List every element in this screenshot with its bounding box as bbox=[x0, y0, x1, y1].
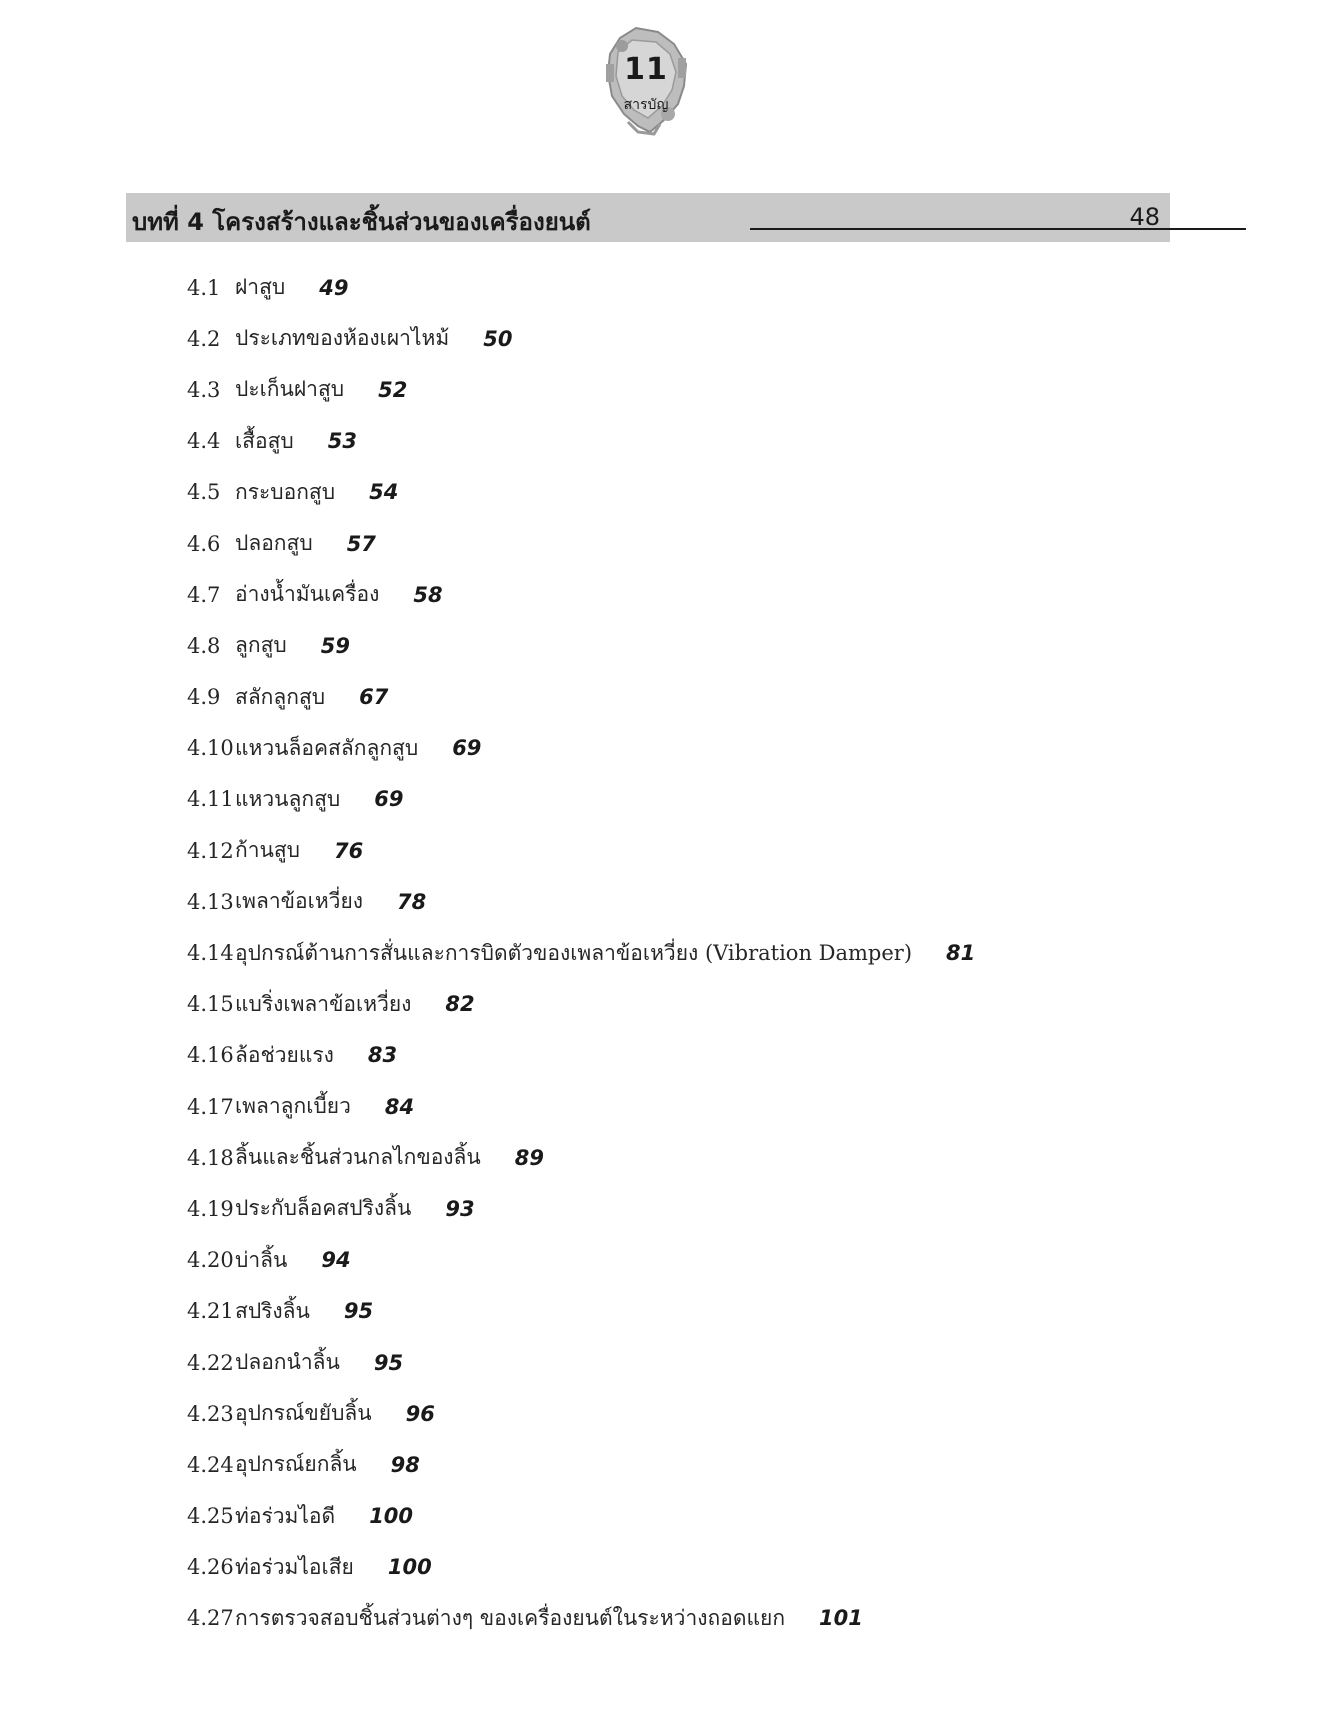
toc-item-number: 4.12 bbox=[187, 838, 234, 863]
toc-item-number: 4.26 bbox=[187, 1555, 234, 1580]
toc-item-page: 94 bbox=[321, 1248, 351, 1273]
toc-item-title: สลักลูกสูบ bbox=[235, 684, 326, 709]
toc-item-number: 4.2 bbox=[187, 326, 221, 351]
toc-item-page: 84 bbox=[384, 1094, 415, 1119]
toc-item-title: ปลอกสูบ bbox=[235, 531, 313, 556]
toc-item bbox=[187, 672, 975, 723]
toc-item-number: 4.1 bbox=[187, 275, 221, 300]
toc-item-title: อุปกรณ์ต้านการสั่นและการบิดตัวของเพลาข้อเหวี่ยง (Vibration Damper) bbox=[235, 940, 913, 965]
page-number: 11 bbox=[624, 52, 668, 87]
toc-item-number: 4.13 bbox=[187, 889, 234, 914]
toc-item bbox=[187, 979, 975, 1030]
toc-item-number: 4.24 bbox=[187, 1452, 234, 1477]
toc-item-number: 4.9 bbox=[187, 685, 221, 710]
toc-item-page: 50 bbox=[483, 326, 513, 351]
toc-item-title: กระบอกสูบ bbox=[235, 479, 336, 504]
toc-item bbox=[187, 1286, 975, 1337]
toc-item-title: การตรวจสอบชิ้นส่วนต่างๆ ของเครื่องยนต์ในระหว่างถอดแยก bbox=[235, 1605, 786, 1630]
toc-item-number: 4.19 bbox=[187, 1196, 234, 1221]
toc-item-number: 4.7 bbox=[187, 582, 221, 607]
toc-item-number: 4.11 bbox=[187, 787, 234, 812]
toc-item-title: ล้อช่วยแรง bbox=[235, 1042, 334, 1067]
toc-item-page: 81 bbox=[946, 941, 976, 966]
toc-item-page: 98 bbox=[390, 1452, 420, 1477]
toc-item-title: ประเภทของห้องเผาไหม้ bbox=[235, 326, 450, 351]
toc-item-page: 58 bbox=[413, 582, 443, 607]
toc-item-number: 4.3 bbox=[187, 377, 221, 402]
toc-item-title: ลูกสูบ bbox=[235, 633, 287, 658]
toc-item bbox=[187, 876, 975, 927]
toc-item-number: 4.10 bbox=[187, 736, 234, 761]
toc-item-page: 67 bbox=[359, 685, 389, 710]
toc-item-page: 53 bbox=[327, 429, 357, 454]
toc-item-page: 69 bbox=[374, 787, 404, 812]
toc-item-title: สปริงลิ้น bbox=[235, 1298, 310, 1323]
toc-item-page: 82 bbox=[445, 992, 475, 1017]
toc-item-number: 4.18 bbox=[187, 1145, 234, 1170]
section-label: สารบัญ bbox=[623, 97, 669, 113]
toc-item bbox=[187, 825, 975, 876]
toc-item bbox=[187, 620, 975, 671]
toc-item-page: 93 bbox=[445, 1196, 475, 1221]
toc-item-page: 54 bbox=[369, 480, 399, 505]
toc-item bbox=[187, 569, 975, 620]
toc-item-page: 52 bbox=[378, 377, 408, 402]
toc-item-title: ฝาสูบ bbox=[235, 275, 286, 300]
toc-item-title: เพลาลูกเบี้ยว bbox=[235, 1094, 351, 1119]
toc-item-number: 4.20 bbox=[187, 1248, 234, 1273]
toc-item bbox=[187, 1030, 975, 1081]
toc-item-number: 4.4 bbox=[187, 429, 221, 454]
toc-item-page: 89 bbox=[514, 1145, 545, 1170]
toc-item-page: 100 bbox=[369, 1504, 414, 1529]
chapter-heading bbox=[126, 193, 1170, 242]
toc-item-title: ปลอกนำลิ้น bbox=[235, 1350, 340, 1375]
toc-item bbox=[187, 723, 975, 774]
toc-item-page: 95 bbox=[343, 1299, 374, 1324]
toc-item-page: 101 bbox=[819, 1606, 863, 1631]
toc-item bbox=[187, 1542, 975, 1593]
chapter-title: บทที่ 4 โครงสร้างและชิ้นส่วนของเครื่องยนต์ bbox=[132, 208, 591, 236]
toc-item-page: 59 bbox=[320, 633, 350, 658]
toc-item-page: 69 bbox=[452, 736, 482, 761]
toc-item bbox=[187, 416, 975, 467]
toc-item-title: แหวนลูกสูบ bbox=[235, 786, 341, 811]
toc-item-title: อ่างน้ำมันเครื่อง bbox=[235, 582, 380, 607]
toc-item-page: 100 bbox=[387, 1555, 432, 1580]
toc-item-page: 57 bbox=[346, 531, 376, 556]
toc-item-page: 78 bbox=[397, 889, 427, 914]
toc-item-number: 4.22 bbox=[187, 1350, 234, 1375]
toc-item-number: 4.17 bbox=[187, 1094, 234, 1119]
toc-item bbox=[187, 1388, 975, 1439]
toc-item-page: 96 bbox=[405, 1401, 435, 1426]
toc-item-number: 4.25 bbox=[187, 1504, 234, 1529]
toc-item bbox=[187, 518, 975, 569]
toc-item-title: ท่อร่วมไอเสีย bbox=[235, 1554, 354, 1579]
toc-item bbox=[187, 1183, 975, 1234]
toc-item-title: อุปกรณ์ขยับลิ้น bbox=[235, 1401, 372, 1426]
toc-item bbox=[187, 1491, 975, 1542]
toc-item bbox=[187, 364, 975, 415]
page-header-emblem bbox=[598, 24, 694, 136]
toc-item-page: 76 bbox=[334, 838, 364, 863]
toc-item-title: อุปกรณ์ยกลิ้น bbox=[235, 1452, 357, 1477]
toc-item-number: 4.14 bbox=[187, 941, 234, 966]
toc-item-title: แบริ่งเพลาข้อเหวี่ยง bbox=[235, 991, 412, 1016]
toc-item bbox=[187, 1439, 975, 1490]
toc-item-number: 4.6 bbox=[187, 531, 221, 556]
toc-item-title: ปะเก็นฝาสูบ bbox=[235, 377, 345, 402]
toc-list bbox=[187, 262, 975, 1644]
toc-item bbox=[187, 927, 975, 978]
toc-item-number: 4.21 bbox=[187, 1299, 234, 1324]
toc-item-page: 49 bbox=[319, 275, 349, 300]
chapter-leader-line bbox=[750, 228, 1246, 230]
toc-item-number: 4.8 bbox=[187, 633, 221, 658]
toc-item bbox=[187, 774, 975, 825]
toc-item-title: ท่อร่วมไอดี bbox=[235, 1503, 336, 1528]
toc-item-number: 4.16 bbox=[187, 1043, 234, 1068]
toc-item-number: 4.15 bbox=[187, 992, 234, 1017]
toc-item bbox=[187, 1337, 975, 1388]
toc-item bbox=[187, 1593, 975, 1644]
toc-item bbox=[187, 262, 975, 313]
toc-item bbox=[187, 1235, 975, 1286]
toc-item-title: เสื้อสูบ bbox=[235, 428, 294, 453]
toc-item-number: 4.27 bbox=[187, 1606, 234, 1631]
toc-item bbox=[187, 1081, 975, 1132]
toc-item-title: ประกับล็อคสปริงลิ้น bbox=[235, 1196, 412, 1221]
toc-item-title: บ่าลิ้น bbox=[235, 1247, 288, 1272]
toc-item-page: 83 bbox=[367, 1043, 398, 1068]
toc-item-number: 4.23 bbox=[187, 1401, 234, 1426]
toc-item-title: เพลาข้อเหวี่ยง bbox=[235, 889, 364, 914]
toc-item bbox=[187, 1132, 975, 1183]
toc-item-number: 4.5 bbox=[187, 480, 221, 505]
toc-item-title: แหวนล็อคสลักลูกสูบ bbox=[235, 735, 419, 760]
toc-item-title: ก้านสูบ bbox=[235, 838, 301, 863]
toc-item bbox=[187, 467, 975, 518]
toc-item-page: 95 bbox=[373, 1350, 404, 1375]
toc-item-title: ลิ้นและชิ้นส่วนกลไกของลิ้น bbox=[235, 1145, 481, 1170]
chapter-page-number: 48 bbox=[1129, 203, 1160, 231]
toc-item bbox=[187, 313, 975, 364]
